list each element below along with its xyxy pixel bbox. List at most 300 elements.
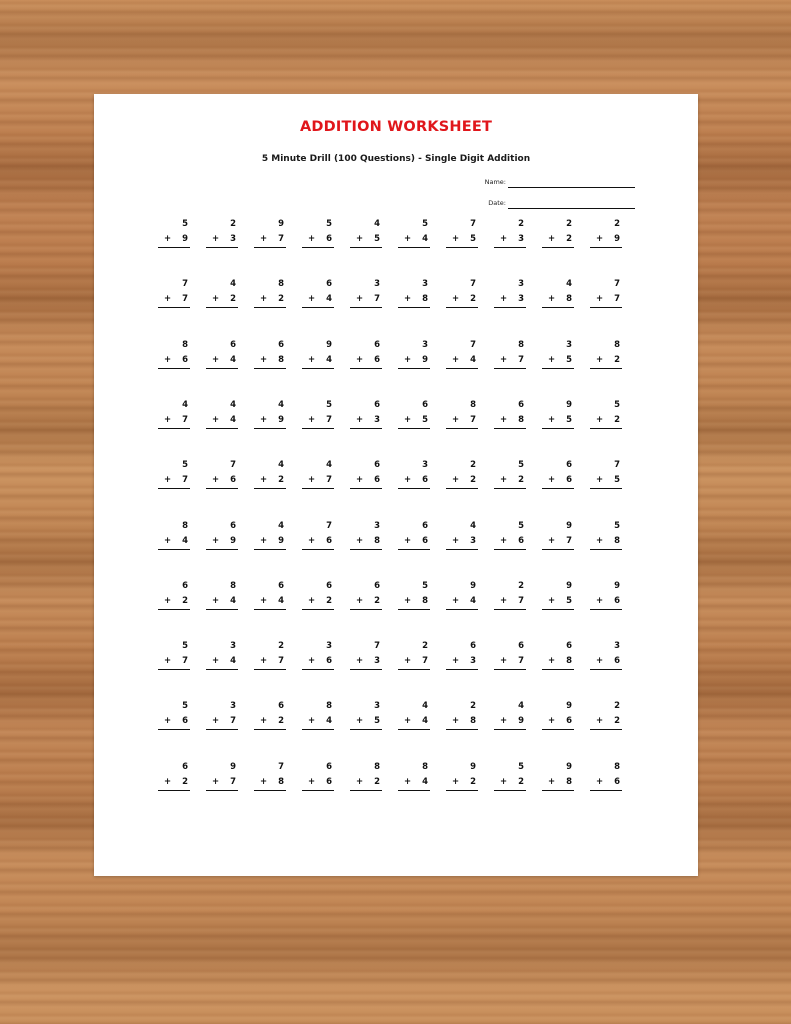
- problem-bottom-number: 4: [470, 595, 476, 606]
- addition-problem: [542, 400, 574, 436]
- plus-sign: +: [308, 656, 316, 667]
- problem-bottom-number: 2: [518, 475, 524, 486]
- answer-line: [494, 790, 526, 791]
- plus-sign: +: [404, 716, 412, 727]
- plus-sign: +: [404, 535, 412, 546]
- problem-top-number: 2: [278, 641, 284, 652]
- problem-bottom-number: 6: [614, 776, 620, 787]
- plus-sign: +: [308, 475, 316, 486]
- addition-problem: [494, 521, 526, 557]
- addition-problem: [398, 340, 430, 376]
- addition-problem: [302, 279, 334, 315]
- plus-sign: +: [356, 475, 364, 486]
- answer-line: [542, 428, 574, 429]
- plus-sign: +: [452, 716, 460, 727]
- problem-top-number: 8: [326, 701, 332, 712]
- addition-problem: [590, 641, 622, 677]
- problem-bottom-number: 3: [470, 535, 476, 546]
- answer-line: [302, 428, 334, 429]
- plus-sign: +: [500, 776, 508, 787]
- answer-line: [254, 549, 286, 550]
- answer-line: [494, 609, 526, 610]
- problem-top-number: 6: [326, 580, 332, 591]
- answer-line: [590, 729, 622, 730]
- addition-problem: [350, 701, 382, 737]
- problem-top-number: 6: [326, 279, 332, 290]
- problem-top-number: 4: [470, 520, 476, 531]
- problem-bottom-number: 6: [326, 234, 332, 244]
- addition-problem: [302, 701, 334, 737]
- problem-top-number: 3: [566, 339, 572, 350]
- problem-bottom-number: 8: [374, 535, 380, 546]
- plus-sign: +: [452, 414, 460, 425]
- problem-bottom-number: 4: [470, 354, 476, 365]
- addition-problem: [398, 460, 430, 496]
- addition-problem: [590, 400, 622, 436]
- plus-sign: +: [452, 656, 460, 667]
- problem-top-number: 4: [566, 279, 572, 290]
- problem-top-number: 6: [518, 641, 524, 652]
- problem-top-number: 8: [182, 520, 188, 531]
- answer-line: [302, 549, 334, 550]
- problem-bottom-number: 7: [230, 776, 236, 787]
- date-label: Date:: [488, 199, 506, 207]
- problem-top-number: 4: [278, 460, 284, 471]
- answer-line: [590, 428, 622, 429]
- problem-top-number: 6: [278, 701, 284, 712]
- addition-problem: [158, 521, 190, 557]
- plus-sign: +: [500, 535, 508, 546]
- problem-bottom-number: 7: [374, 294, 380, 305]
- problem-bottom-number: 2: [278, 475, 284, 486]
- problem-grid: [94, 94, 698, 876]
- plus-sign: +: [212, 234, 220, 244]
- problem-bottom-number: 6: [182, 354, 188, 365]
- plus-sign: +: [596, 294, 604, 305]
- answer-line: [302, 609, 334, 610]
- addition-problem: [542, 521, 574, 557]
- plus-sign: +: [308, 414, 316, 425]
- answer-line: [398, 729, 430, 730]
- problem-bottom-number: 2: [278, 716, 284, 727]
- plus-sign: +: [548, 595, 556, 606]
- plus-sign: +: [308, 595, 316, 606]
- plus-sign: +: [212, 595, 220, 606]
- answer-line: [446, 669, 478, 670]
- plus-sign: +: [548, 234, 556, 244]
- problem-bottom-number: 4: [326, 294, 332, 305]
- problem-bottom-number: 8: [278, 776, 284, 787]
- problem-bottom-number: 2: [374, 595, 380, 606]
- answer-line: [398, 368, 430, 369]
- problem-bottom-number: 5: [470, 234, 476, 244]
- answer-line: [590, 549, 622, 550]
- answer-line: [446, 488, 478, 489]
- addition-problem: [302, 219, 334, 255]
- problem-top-number: 6: [230, 520, 236, 531]
- addition-problem: [302, 340, 334, 376]
- answer-line: [350, 609, 382, 610]
- plus-sign: +: [356, 354, 364, 365]
- answer-line: [350, 368, 382, 369]
- answer-line: [206, 428, 238, 429]
- plus-sign: +: [164, 595, 172, 606]
- problem-bottom-number: 8: [614, 535, 620, 546]
- addition-problem: [542, 641, 574, 677]
- addition-problem: [590, 701, 622, 737]
- addition-problem: [350, 279, 382, 315]
- problem-top-number: 2: [614, 219, 620, 229]
- addition-problem: [206, 581, 238, 617]
- addition-problem: [206, 641, 238, 677]
- problem-top-number: 6: [230, 339, 236, 350]
- answer-line: [398, 790, 430, 791]
- problem-bottom-number: 3: [518, 294, 524, 305]
- problem-bottom-number: 2: [470, 475, 476, 486]
- addition-problem: [206, 279, 238, 315]
- plus-sign: +: [212, 354, 220, 365]
- addition-problem: [158, 762, 190, 798]
- addition-problem: [254, 400, 286, 436]
- answer-line: [302, 669, 334, 670]
- problem-bottom-number: 2: [470, 776, 476, 787]
- problem-bottom-number: 6: [326, 656, 332, 667]
- problem-top-number: 8: [278, 279, 284, 290]
- addition-problem: [398, 701, 430, 737]
- problem-bottom-number: 5: [566, 414, 572, 425]
- problem-bottom-number: 6: [614, 595, 620, 606]
- plus-sign: +: [356, 776, 364, 787]
- addition-problem: [206, 460, 238, 496]
- addition-problem: [542, 581, 574, 617]
- answer-line: [590, 669, 622, 670]
- problem-top-number: 5: [518, 520, 524, 531]
- problem-bottom-number: 4: [230, 414, 236, 425]
- addition-problem: [254, 460, 286, 496]
- addition-problem: [254, 641, 286, 677]
- problem-top-number: 6: [374, 580, 380, 591]
- plus-sign: +: [308, 776, 316, 787]
- plus-sign: +: [500, 475, 508, 486]
- answer-line: [206, 247, 238, 248]
- answer-line: [542, 247, 574, 248]
- answer-line: [302, 247, 334, 248]
- plus-sign: +: [164, 234, 172, 244]
- answer-line: [494, 669, 526, 670]
- plus-sign: +: [452, 535, 460, 546]
- addition-problem: [398, 219, 430, 255]
- answer-line: [590, 368, 622, 369]
- answer-line: [398, 669, 430, 670]
- problem-bottom-number: 6: [326, 535, 332, 546]
- problem-top-number: 7: [470, 339, 476, 350]
- addition-problem: [254, 219, 286, 255]
- problem-bottom-number: 4: [422, 716, 428, 727]
- worksheet-page: [94, 94, 698, 876]
- problem-top-number: 4: [374, 219, 380, 229]
- answer-line: [350, 669, 382, 670]
- answer-line: [542, 368, 574, 369]
- problem-bottom-number: 2: [278, 294, 284, 305]
- plus-sign: +: [404, 475, 412, 486]
- problem-top-number: 5: [182, 460, 188, 471]
- answer-line: [398, 488, 430, 489]
- problem-bottom-number: 5: [422, 414, 428, 425]
- problem-bottom-number: 5: [374, 234, 380, 244]
- plus-sign: +: [596, 354, 604, 365]
- problem-bottom-number: 7: [278, 234, 284, 244]
- plus-sign: +: [164, 414, 172, 425]
- answer-line: [494, 488, 526, 489]
- answer-line: [206, 368, 238, 369]
- answer-line: [158, 428, 190, 429]
- addition-problem: [158, 701, 190, 737]
- problem-top-number: 8: [230, 580, 236, 591]
- plus-sign: +: [596, 475, 604, 486]
- plus-sign: +: [596, 234, 604, 244]
- answer-line: [590, 307, 622, 308]
- plus-sign: +: [596, 414, 604, 425]
- plus-sign: +: [212, 294, 220, 305]
- problem-bottom-number: 2: [614, 414, 620, 425]
- plus-sign: +: [404, 294, 412, 305]
- problem-bottom-number: 8: [278, 354, 284, 365]
- worksheet-subtitle: 5 Minute Drill (100 Questions) - Single Digit Addition: [261, 154, 531, 164]
- plus-sign: +: [164, 776, 172, 787]
- addition-problem: [302, 581, 334, 617]
- problem-bottom-number: 4: [230, 656, 236, 667]
- problem-bottom-number: 9: [278, 535, 284, 546]
- addition-problem: [446, 701, 478, 737]
- problem-top-number: 2: [614, 701, 620, 712]
- addition-problem: [494, 460, 526, 496]
- problem-top-number: 6: [182, 580, 188, 591]
- plus-sign: +: [356, 535, 364, 546]
- problem-top-number: 2: [518, 580, 524, 591]
- problem-bottom-number: 4: [278, 595, 284, 606]
- plus-sign: +: [500, 414, 508, 425]
- addition-problem: [206, 219, 238, 255]
- addition-problem: [206, 701, 238, 737]
- answer-line: [398, 307, 430, 308]
- plus-sign: +: [548, 656, 556, 667]
- answer-line: [494, 729, 526, 730]
- addition-problem: [350, 521, 382, 557]
- plus-sign: +: [260, 234, 268, 244]
- plus-sign: +: [356, 716, 364, 727]
- answer-line: [302, 488, 334, 489]
- answer-line: [590, 790, 622, 791]
- problem-bottom-number: 9: [278, 414, 284, 425]
- addition-problem: [542, 701, 574, 737]
- problem-top-number: 7: [230, 460, 236, 471]
- answer-line: [158, 247, 190, 248]
- problem-bottom-number: 7: [518, 354, 524, 365]
- problem-bottom-number: 9: [518, 716, 524, 727]
- addition-problem: [494, 641, 526, 677]
- plus-sign: +: [212, 414, 220, 425]
- problem-top-number: 9: [470, 580, 476, 591]
- addition-problem: [494, 340, 526, 376]
- plus-sign: +: [500, 595, 508, 606]
- answer-line: [542, 609, 574, 610]
- answer-line: [254, 428, 286, 429]
- addition-problem: [590, 762, 622, 798]
- problem-bottom-number: 7: [182, 475, 188, 486]
- addition-problem: [398, 762, 430, 798]
- addition-problem: [542, 340, 574, 376]
- problem-top-number: 6: [470, 641, 476, 652]
- problem-top-number: 7: [278, 761, 284, 772]
- addition-problem: [254, 340, 286, 376]
- plus-sign: +: [596, 716, 604, 727]
- answer-line: [206, 729, 238, 730]
- answer-line: [494, 368, 526, 369]
- problem-top-number: 6: [374, 339, 380, 350]
- answer-line: [494, 549, 526, 550]
- addition-problem: [158, 219, 190, 255]
- addition-problem: [446, 279, 478, 315]
- plus-sign: +: [356, 414, 364, 425]
- addition-problem: [158, 460, 190, 496]
- problem-bottom-number: 7: [422, 656, 428, 667]
- problem-top-number: 3: [422, 460, 428, 471]
- plus-sign: +: [164, 656, 172, 667]
- plus-sign: +: [548, 776, 556, 787]
- answer-line: [446, 368, 478, 369]
- answer-line: [206, 307, 238, 308]
- problem-bottom-number: 4: [182, 535, 188, 546]
- problem-bottom-number: 2: [230, 294, 236, 305]
- addition-problem: [398, 521, 430, 557]
- problem-top-number: 6: [518, 399, 524, 410]
- problem-top-number: 2: [230, 219, 236, 229]
- problem-bottom-number: 3: [374, 656, 380, 667]
- problem-bottom-number: 6: [182, 716, 188, 727]
- answer-line: [446, 549, 478, 550]
- plus-sign: +: [212, 716, 220, 727]
- plus-sign: +: [356, 234, 364, 244]
- answer-line: [446, 307, 478, 308]
- problem-top-number: 2: [422, 641, 428, 652]
- problem-top-number: 7: [470, 219, 476, 229]
- plus-sign: +: [452, 475, 460, 486]
- problem-top-number: 7: [614, 460, 620, 471]
- plus-sign: +: [308, 716, 316, 727]
- answer-line: [398, 609, 430, 610]
- plus-sign: +: [548, 535, 556, 546]
- plus-sign: +: [260, 595, 268, 606]
- problem-bottom-number: 3: [518, 234, 524, 244]
- plus-sign: +: [500, 656, 508, 667]
- problem-bottom-number: 9: [230, 535, 236, 546]
- answer-line: [542, 307, 574, 308]
- problem-top-number: 2: [470, 460, 476, 471]
- addition-problem: [350, 460, 382, 496]
- problem-top-number: 3: [374, 520, 380, 531]
- problem-bottom-number: 6: [566, 716, 572, 727]
- plus-sign: +: [500, 716, 508, 727]
- plus-sign: +: [404, 656, 412, 667]
- problem-bottom-number: 5: [374, 716, 380, 727]
- answer-line: [350, 790, 382, 791]
- problem-bottom-number: 8: [566, 776, 572, 787]
- problem-top-number: 4: [278, 520, 284, 531]
- answer-line: [350, 247, 382, 248]
- addition-problem: [254, 279, 286, 315]
- addition-problem: [446, 521, 478, 557]
- problem-top-number: 9: [566, 520, 572, 531]
- answer-line: [254, 609, 286, 610]
- problem-top-number: 3: [230, 641, 236, 652]
- problem-bottom-number: 6: [518, 535, 524, 546]
- problem-bottom-number: 4: [230, 354, 236, 365]
- problem-bottom-number: 7: [518, 595, 524, 606]
- plus-sign: +: [452, 595, 460, 606]
- addition-problem: [350, 581, 382, 617]
- problem-bottom-number: 8: [422, 595, 428, 606]
- addition-problem: [206, 762, 238, 798]
- addition-problem: [350, 219, 382, 255]
- plus-sign: +: [164, 354, 172, 365]
- plus-sign: +: [308, 535, 316, 546]
- problem-top-number: 6: [566, 460, 572, 471]
- plus-sign: +: [308, 294, 316, 305]
- addition-problem: [446, 340, 478, 376]
- problem-top-number: 5: [182, 219, 188, 229]
- answer-line: [590, 609, 622, 610]
- plus-sign: +: [452, 294, 460, 305]
- plus-sign: +: [212, 776, 220, 787]
- problem-top-number: 9: [566, 399, 572, 410]
- problem-bottom-number: 7: [326, 414, 332, 425]
- answer-line: [542, 790, 574, 791]
- problem-bottom-number: 7: [182, 294, 188, 305]
- problem-bottom-number: 4: [422, 776, 428, 787]
- problem-bottom-number: 8: [566, 656, 572, 667]
- problem-bottom-number: 7: [182, 414, 188, 425]
- problem-top-number: 9: [614, 580, 620, 591]
- problem-top-number: 5: [326, 219, 332, 229]
- addition-problem: [494, 701, 526, 737]
- plus-sign: +: [260, 414, 268, 425]
- answer-line: [158, 790, 190, 791]
- addition-problem: [446, 581, 478, 617]
- addition-problem: [590, 581, 622, 617]
- plus-sign: +: [596, 595, 604, 606]
- problem-bottom-number: 9: [422, 354, 428, 365]
- addition-problem: [302, 762, 334, 798]
- plus-sign: +: [356, 656, 364, 667]
- problem-top-number: 6: [326, 761, 332, 772]
- plus-sign: +: [548, 354, 556, 365]
- problem-top-number: 7: [614, 279, 620, 290]
- problem-top-number: 3: [422, 339, 428, 350]
- problem-top-number: 5: [614, 520, 620, 531]
- problem-bottom-number: 5: [566, 595, 572, 606]
- problem-top-number: 9: [326, 339, 332, 350]
- addition-problem: [398, 400, 430, 436]
- problem-top-number: 5: [518, 460, 524, 471]
- addition-problem: [590, 521, 622, 557]
- answer-line: [206, 790, 238, 791]
- problem-bottom-number: 7: [566, 535, 572, 546]
- problem-top-number: 8: [518, 339, 524, 350]
- problem-top-number: 3: [422, 279, 428, 290]
- problem-top-number: 9: [566, 761, 572, 772]
- problem-top-number: 9: [566, 701, 572, 712]
- addition-problem: [446, 219, 478, 255]
